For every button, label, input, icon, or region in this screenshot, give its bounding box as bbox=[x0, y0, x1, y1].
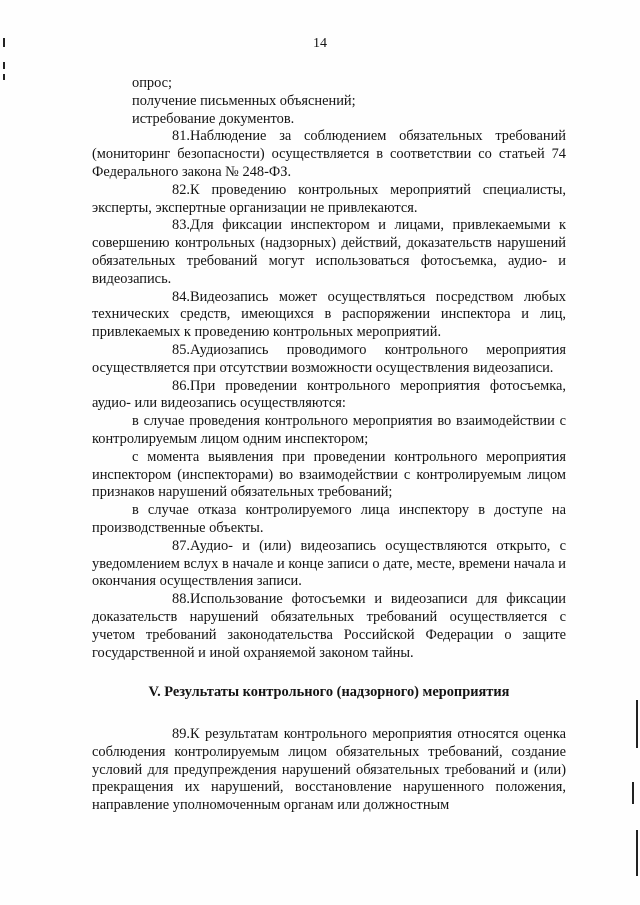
paragraph bbox=[92, 289, 566, 342]
scan-edge-mark-right-3 bbox=[636, 830, 638, 876]
scan-edge-mark-right-2 bbox=[632, 782, 634, 804]
paragraph bbox=[92, 111, 566, 129]
paragraph-text: получение письменных объяснений; bbox=[132, 92, 356, 109]
paragraph-text: Использование фотосъемки и видеозаписи для фиксации доказательств нарушений обязательных требований осуществляется с учетом требований законодательства Российской Федерации о защите государственной и иной охраняемой законом тайны. bbox=[92, 591, 566, 661]
paragraph-text: в случае проведения контрольного мероприятия во взаимодействии с контролируемым лицом одним инспектором; bbox=[92, 413, 566, 447]
section-heading bbox=[92, 684, 566, 702]
paragraph-text: истребование документов. bbox=[132, 110, 295, 127]
paragraph bbox=[92, 182, 566, 218]
paragraph-text: К проведению контрольных мероприятий специалисты, эксперты, экспертные организации не привлекаются. bbox=[92, 181, 566, 216]
scan-edge-mark-left-1 bbox=[3, 38, 5, 47]
paragraph-text: Для фиксации инспектором и лицами, привлекаемыми к совершению контрольных (надзорных) действий, доказательств нарушений обязательных требований могут использоваться фотосъемка, аудио- и видеозапись. bbox=[92, 217, 566, 287]
paragraph-text: При проведении контрольного мероприятия фотосъемка, аудио- или видеозапись осуществляются: bbox=[92, 377, 566, 412]
paragraph-number: 84. bbox=[172, 288, 190, 305]
paragraph bbox=[92, 413, 566, 449]
paragraph-text: Аудиозапись проводимого контрольного мероприятия осуществляется при отсутствии возможности осуществления видеозаписи. bbox=[92, 341, 566, 376]
paragraph bbox=[92, 726, 566, 815]
paragraph-number: 86. bbox=[172, 377, 190, 394]
paragraph-number: 88. bbox=[172, 591, 190, 608]
paragraph-number: 82. bbox=[172, 181, 190, 198]
paragraph bbox=[92, 342, 566, 378]
paragraph-text: Аудио- и (или) видеозапись осуществляются открыто, с уведомлением вслух в начале и конце записи о дате, месте, времени начала и окончания осуществления записи. bbox=[92, 537, 566, 590]
paragraph-text: с момента выявления при проведении контрольного мероприятия инспектором (инспекторами) во взаимодействии с контролируемым лицом признаков нарушений обязательных требований; bbox=[92, 448, 566, 501]
paragraph-text: в случае отказа контролируемого лица инспектору в доступе на производственные объекты. bbox=[92, 502, 566, 536]
paragraph-text: Видеозапись может осуществляться посредством любых технических средств, имеющихся в распоряжении инспектора и лиц, привлекаемых к проведению контрольных мероприятий. bbox=[92, 288, 566, 341]
paragraph-number: 81. bbox=[172, 128, 190, 145]
paragraph bbox=[92, 378, 566, 414]
document-body bbox=[92, 75, 566, 815]
paragraph bbox=[92, 538, 566, 591]
scan-edge-mark-left-2 bbox=[3, 62, 5, 69]
paragraph-number: 85. bbox=[172, 341, 190, 358]
paragraph-text: опрос; bbox=[132, 75, 173, 91]
paragraph-text: К результатам контрольного мероприятия относятся оценка соблюдения контролируемым лицом обязательных требований, создание условий для предупреждения нарушений обязательных требований и (или) прекращения их нарушений, восстановление нарушенного положения, направление уполномоченным органам или должностным bbox=[92, 726, 566, 814]
paragraph-text: Наблюдение за соблюдением обязательных требований (мониторинг безопасности) осуществляется в соответствии со статьей 74 Федерального закона № 248-ФЗ. bbox=[92, 128, 566, 180]
paragraph bbox=[92, 128, 566, 181]
paragraph-number: 87. bbox=[172, 537, 190, 554]
paragraph bbox=[92, 591, 566, 662]
paragraph bbox=[92, 217, 566, 288]
paragraph bbox=[92, 93, 566, 111]
paragraph bbox=[92, 449, 566, 502]
scan-edge-mark-right-1 bbox=[636, 700, 638, 748]
paragraph-number: 83. bbox=[172, 217, 190, 234]
paragraph-number: 89. bbox=[172, 726, 190, 743]
paragraph bbox=[92, 75, 566, 93]
page-number: 14 bbox=[313, 36, 327, 51]
scan-edge-mark-left-3 bbox=[3, 74, 5, 80]
paragraph-text: V. Результаты контрольного (надзорного) мероприятия bbox=[148, 684, 510, 701]
paragraph bbox=[92, 502, 566, 538]
